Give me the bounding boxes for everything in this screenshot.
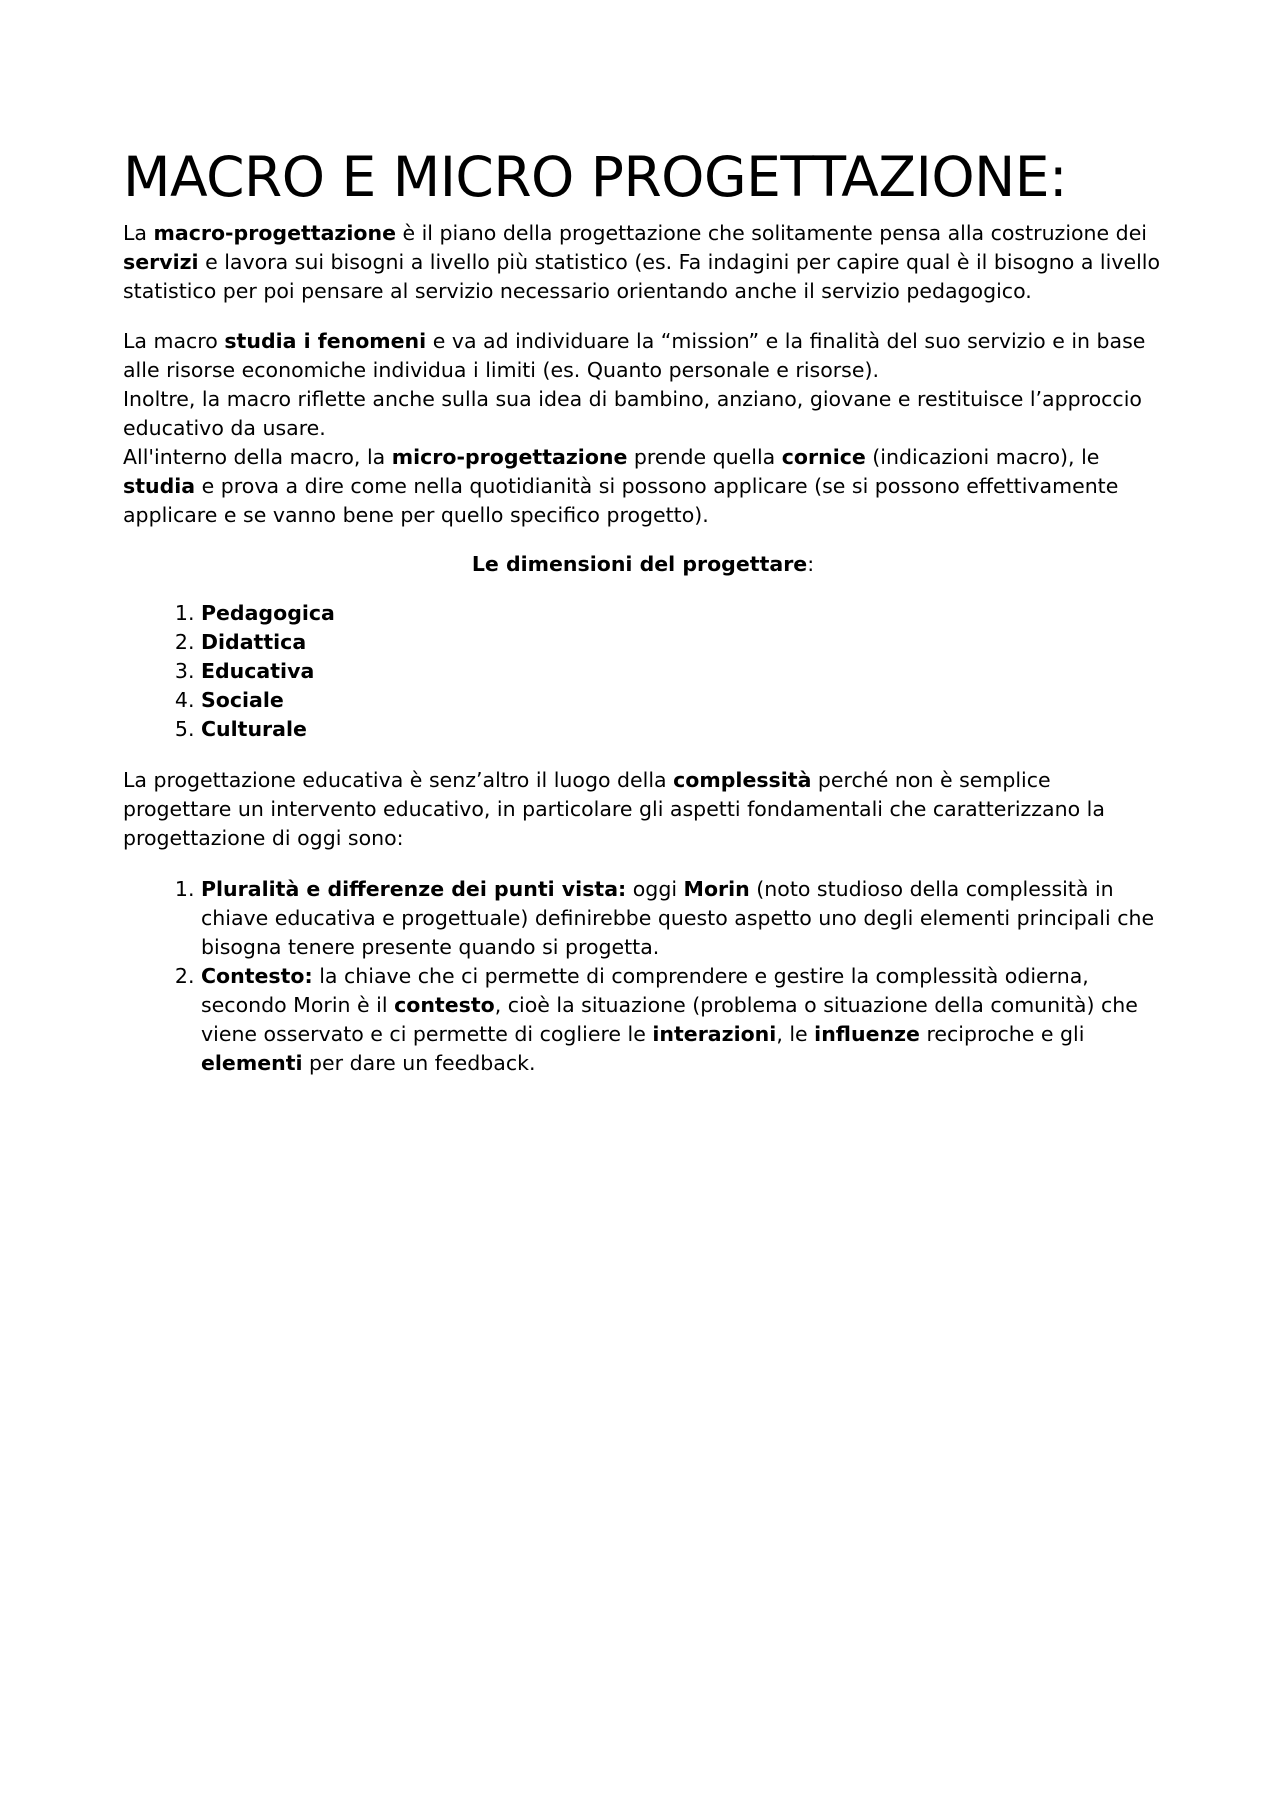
page-title: MACRO E MICRO PROGETTAZIONE:: [123, 145, 1068, 209]
bold-term: micro-progettazione: [391, 445, 628, 469]
bold-term: cornice: [781, 445, 866, 469]
list-item: 1. Pluralità e differenze dei punti vista: oggi Morin (noto studioso della complessità in chiave educativa e progettuale) definirebbe questo aspetto uno degli elementi principali che bisogna tenere presente quando si progetta.: [201, 875, 1163, 962]
dimensions-list: [123, 599, 1163, 744]
list-item: 4. Sociale: [201, 686, 1163, 715]
document-page: [123, 145, 1163, 1078]
list-item: 2. Contesto: la chiave che ci permette di comprendere e gestire la complessità odierna, secondo Morin è il contesto, cioè la situazione (problema o situazione della comunità) che viene osservato e ci permette di cogliere le interazioni, le influenze reciproche e gli elementi per dare un feedback.: [201, 962, 1163, 1078]
spacer: [123, 306, 1163, 327]
list-item: 5. Culturale: [201, 715, 1163, 744]
list-item: 1. Pedagogica: [201, 599, 1163, 628]
paragraph-macro-progettazione: La macro-progettazione è il piano della progettazione che solitamente pensa alla costruzione dei servizi e lavora sui bisogni a livello più statistico (es. Fa indagini per capire qual è il bisogno a livello statistico per poi pensare al servizio necessario orientando anche il servizio pedagogico.: [123, 221, 1160, 303]
list-item: 2. Didattica: [201, 628, 1163, 657]
bold-term: complessità: [673, 768, 812, 792]
section-heading-dimensioni: Le dimensioni del progettare:: [471, 552, 815, 576]
list-item: 3. Educativa: [201, 657, 1163, 686]
bold-term: studia i fenomeni: [224, 329, 427, 353]
bold-term: macro-progettazione: [153, 221, 396, 245]
spacer: [123, 744, 1163, 766]
bold-term: servizi: [123, 250, 199, 274]
paragraph-complessita: La progettazione educativa è senz’altro il luogo della complessità perché non è semplice progettare un intervento educativo, in particolare gli aspetti fondamentali che caratterizzano la progettazione di oggi sono:: [123, 768, 1105, 850]
paragraph-micro-progettazione: All'interno della macro, la micro-progettazione prende quella cornice (indicazioni macro), le studia e prova a dire come nella quotidianità si possono applicare (se si possono effettivamente applicare e se vanno bene per quello specifico progetto).: [123, 445, 1119, 527]
spacer: [123, 853, 1163, 875]
paragraph-macro-fenomeni: La macro studia i fenomeni e va ad individuare la “mission” e la finalità del suo servizio e in base alle risorse economiche individua i limiti (es. Quanto personale e risorse).: [123, 329, 1146, 382]
spacer: [123, 530, 1163, 550]
paragraph-macro-riflette: Inoltre, la macro riflette anche sulla sua idea di bambino, anziano, giovane e restituisce l’approccio educativo da usare.: [123, 387, 1142, 440]
bold-term: studia: [123, 474, 196, 498]
aspects-list: [123, 875, 1163, 1078]
spacer: [123, 579, 1163, 599]
